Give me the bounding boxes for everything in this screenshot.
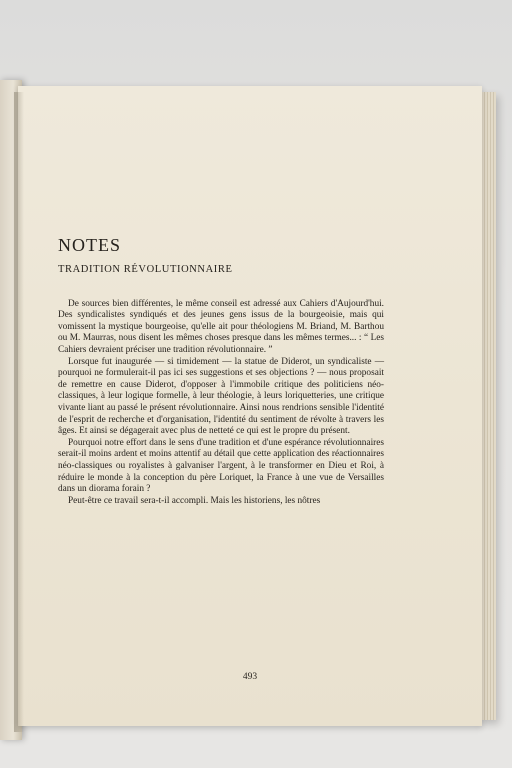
page-number: 493 — [242, 672, 258, 682]
paragraph-1: De sources bien différentes, le même conseil est adressé aux Cahiers d'Aujourd'hui. Des syndicalistes syndiqués et des jeunes gens issus de la bourgeoisie, mais qui vomissent la mystique bourgeoise, qu'elle ait pour théologiens M. Briand, M. Barthou ou M. Maurras, nous disent les mêmes choses presque dans les mêmes termes... : “ Les Cahiers devraient préciser une tradition révolutionnaire. ” — [58, 298, 384, 355]
body-text — [58, 299, 384, 508]
paragraph-4: Peut-être ce travail sera-t-il accompli. Mais les historiens, les nôtres — [68, 495, 321, 506]
book-gutter-shadow — [14, 92, 24, 732]
paragraph-3: Pourquoi notre effort dans le sens d'une tradition et d'une espérance révolutionnaires serait-il moins ardent et moins attentif au détail que cette application des réactionnaires néo-classiques ou royalistes à galvaniser l'argent, à le transformer en Dieu et Roi, à réduire le monde à la conception du père Loriquet, la France à une vue de Versailles dans un diorama forain ? — [58, 437, 384, 495]
paragraph-2: Lorsque fut inaugurée — si timidement — la statue de Diderot, un syndicaliste — pourquoi ne formulerait-il pas ici ses suggestions et ses objections ? — nous proposait de remettre en cause Diderot, d'opposer à l'immobile critique des politiciens néo-classiques, à leur logique formelle, à leur théologie, à leurs loriquetteries, une critique vivante liant au passé le présent révolutionnaire. Ainsi nous rendrions sensible l'identité de l'esprit de recherche et d'organisation, l'identité du sentiment de révolte à travers les âges. Et ainsi se dégagerait avec plus de netteté ce qui est le propre du présent. — [58, 356, 384, 437]
page-heading: NOTES — [58, 235, 121, 255]
section-title: TRADITION RÉVOLUTIONNAIRE — [58, 264, 233, 275]
book-page — [18, 86, 482, 726]
page-content — [58, 236, 384, 507]
